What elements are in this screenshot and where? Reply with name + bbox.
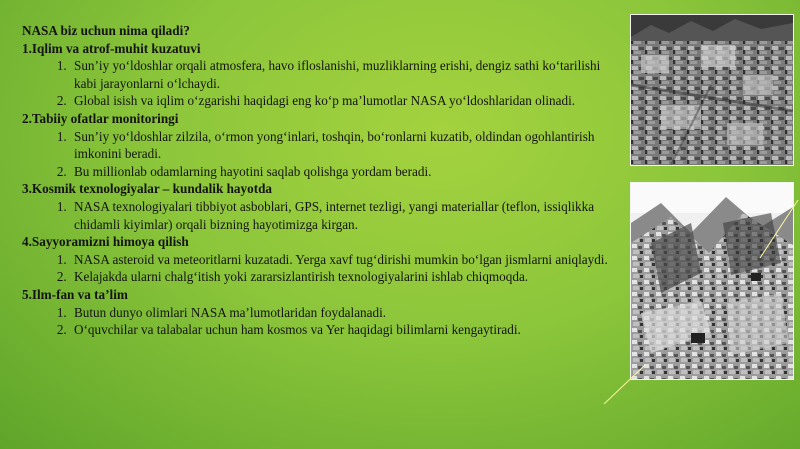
- section-5-heading: 5.Ilm-fan va ta’lim: [22, 286, 128, 302]
- slide-title: NASA biz uchun nima qiladi?: [22, 23, 190, 38]
- list-item: 1. NASA texnologiyalari tibbiyot asboblari, GPS, internet tezligi, yangi materiallar (teflon, issiqlikka chidamli kiyimlar) orqali bizning hayotimizga kirgan.: [70, 198, 612, 233]
- section-5-list: [22, 304, 612, 339]
- list-item: 1. Butun dunyo olimlari NASA ma’lumotlaridan foydalanadi.: [70, 304, 612, 322]
- section-4-heading: 4.Sayyoramizni himoya qilish: [22, 234, 189, 250]
- section-1-list: [22, 57, 612, 110]
- slide-content: [22, 22, 612, 339]
- collapsed-buildings-image: [631, 183, 793, 379]
- earthquake-city-image: [631, 15, 793, 165]
- list-item: 2. Global isish va iqlim o‘zgarishi haqidagi eng ko‘p ma’lumotlar NASA yo‘ldoshlaridan olinadi.: [70, 92, 612, 110]
- list-item: 2. Bu millionlab odamlarning hayotini saqlab qolishga yordam beradi.: [70, 163, 612, 181]
- section-3-heading: 3.Kosmik texnologiyalar – kundalik hayotda: [22, 181, 273, 197]
- section-4-list: [22, 251, 612, 286]
- earthquake-city-photo: [630, 14, 794, 166]
- section-1-heading: 1.Iqlim va atrof-muhit kuzatuvi: [22, 40, 201, 56]
- collapsed-buildings-photo: [630, 182, 794, 380]
- section-2-heading: 2.Tabiiy ofatlar monitoringi: [22, 110, 179, 126]
- list-item: 1. NASA asteroid va meteoritlarni kuzatadi. Yerga xavf tug‘dirishi mumkin bo‘lgan jismlarni aniqlaydi.: [70, 251, 612, 269]
- list-item: 2. Kelajakda ularni chalg‘itish yoki zararsizlantirish texnologiyalarini ishlab chiqmoqda.: [70, 268, 612, 286]
- list-item: 1. Sun’iy yo‘ldoshlar zilzila, o‘rmon yong‘inlari, toshqin, bo‘ronlarni kuzatib, oldindan ogohlantirish imkonini beradi.: [70, 128, 612, 163]
- list-item: 1. Sun’iy yo‘ldoshlar orqali atmosfera, havo ifloslanishi, muzliklarning erishi, dengiz sathi ko‘tarilishi kabi jarayonlarni o‘lchaydi.: [70, 57, 612, 92]
- section-3-list: [22, 198, 612, 233]
- section-2-list: [22, 128, 612, 181]
- list-item: 2. O‘quvchilar va talabalar uchun ham kosmos va Yer haqidagi bilimlarni kengaytiradi.: [70, 321, 612, 339]
